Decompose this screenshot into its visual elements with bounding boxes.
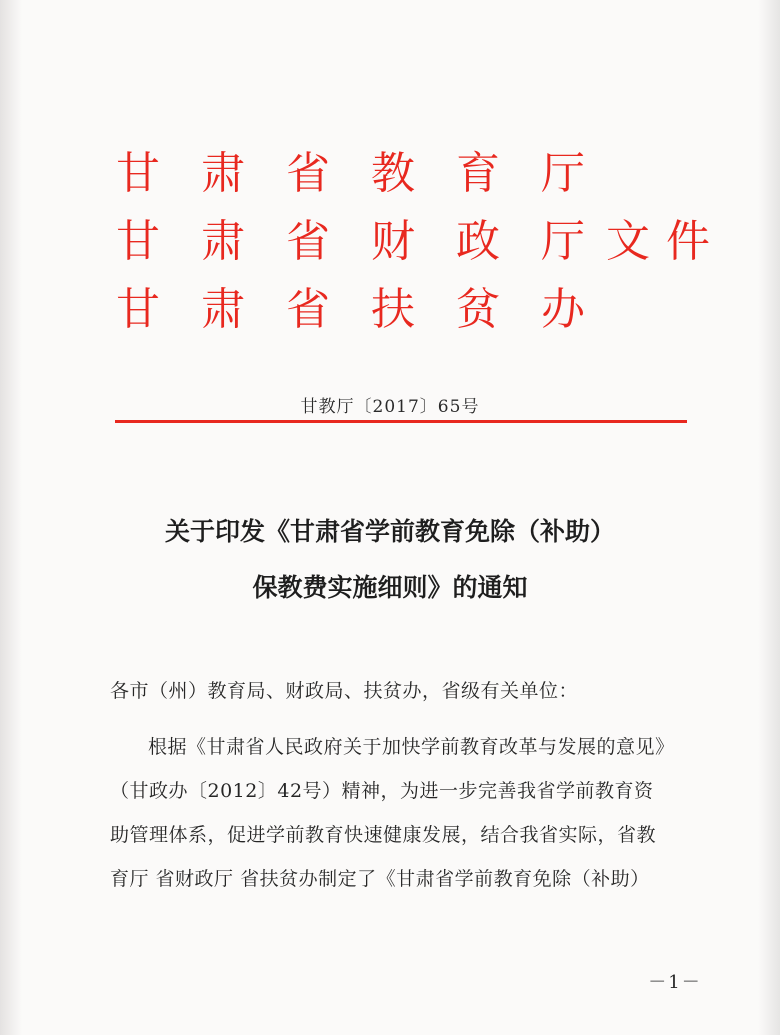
header-char: 财 bbox=[371, 216, 415, 267]
paragraph-line: （甘政办〔2012〕42号）精神，为进一步完善我省学前教育资 bbox=[110, 780, 654, 802]
paragraph-line: 育厅 省财政厅 省扶贫办制定了《甘肃省学前教育免除（补助） bbox=[110, 868, 650, 890]
document-body bbox=[110, 676, 700, 908]
header-char: 甘 bbox=[116, 284, 160, 335]
title-line-1: 关于印发《甘肃省学前教育免除（补助） bbox=[164, 517, 615, 546]
paragraph-line: 助管理体系，促进学前教育快速健康发展，结合我省实际，省教 bbox=[110, 824, 657, 846]
header-char: 肃 bbox=[201, 284, 245, 335]
header-char: 省 bbox=[286, 284, 330, 335]
header-char: 教 bbox=[371, 148, 415, 199]
scan-shadow-left bbox=[0, 0, 22, 1035]
header-char: 贫 bbox=[456, 284, 500, 335]
header-char: 育 bbox=[456, 148, 500, 199]
header-char: 政 bbox=[456, 216, 500, 267]
title-line-2: 保教费实施细则》的通知 bbox=[252, 573, 528, 602]
header-char: 省 bbox=[286, 216, 330, 267]
header-char: 甘 bbox=[116, 148, 160, 199]
wenjian-char: 件 bbox=[666, 216, 710, 267]
page-number: －1－ bbox=[648, 972, 702, 993]
red-divider-line bbox=[115, 420, 687, 423]
header-char: 办 bbox=[541, 284, 585, 335]
document-title bbox=[60, 504, 720, 616]
salutation: 各市（州）教育局、财政局、扶贫办，省级有关单位： bbox=[110, 680, 579, 702]
document-number: 甘教厅〔2017〕65号 bbox=[300, 397, 480, 417]
header-char: 扶 bbox=[371, 284, 415, 335]
wenjian-char: 文 bbox=[606, 216, 650, 267]
scan-shadow-right bbox=[758, 0, 780, 1035]
header-char: 厅 bbox=[541, 216, 585, 267]
issuer-finance-department bbox=[108, 208, 708, 276]
issuer-poverty-office bbox=[108, 276, 708, 344]
issuing-authorities-header bbox=[108, 140, 708, 344]
header-char: 肃 bbox=[201, 216, 245, 267]
header-char: 肃 bbox=[201, 148, 245, 199]
issuer-education-department bbox=[108, 140, 708, 208]
header-char: 甘 bbox=[116, 216, 160, 267]
header-char: 省 bbox=[286, 148, 330, 199]
header-char: 厅 bbox=[541, 148, 585, 199]
paragraph-line: 根据《甘肃省人民政府关于加快学前教育改革与发展的意见》 bbox=[148, 736, 675, 758]
